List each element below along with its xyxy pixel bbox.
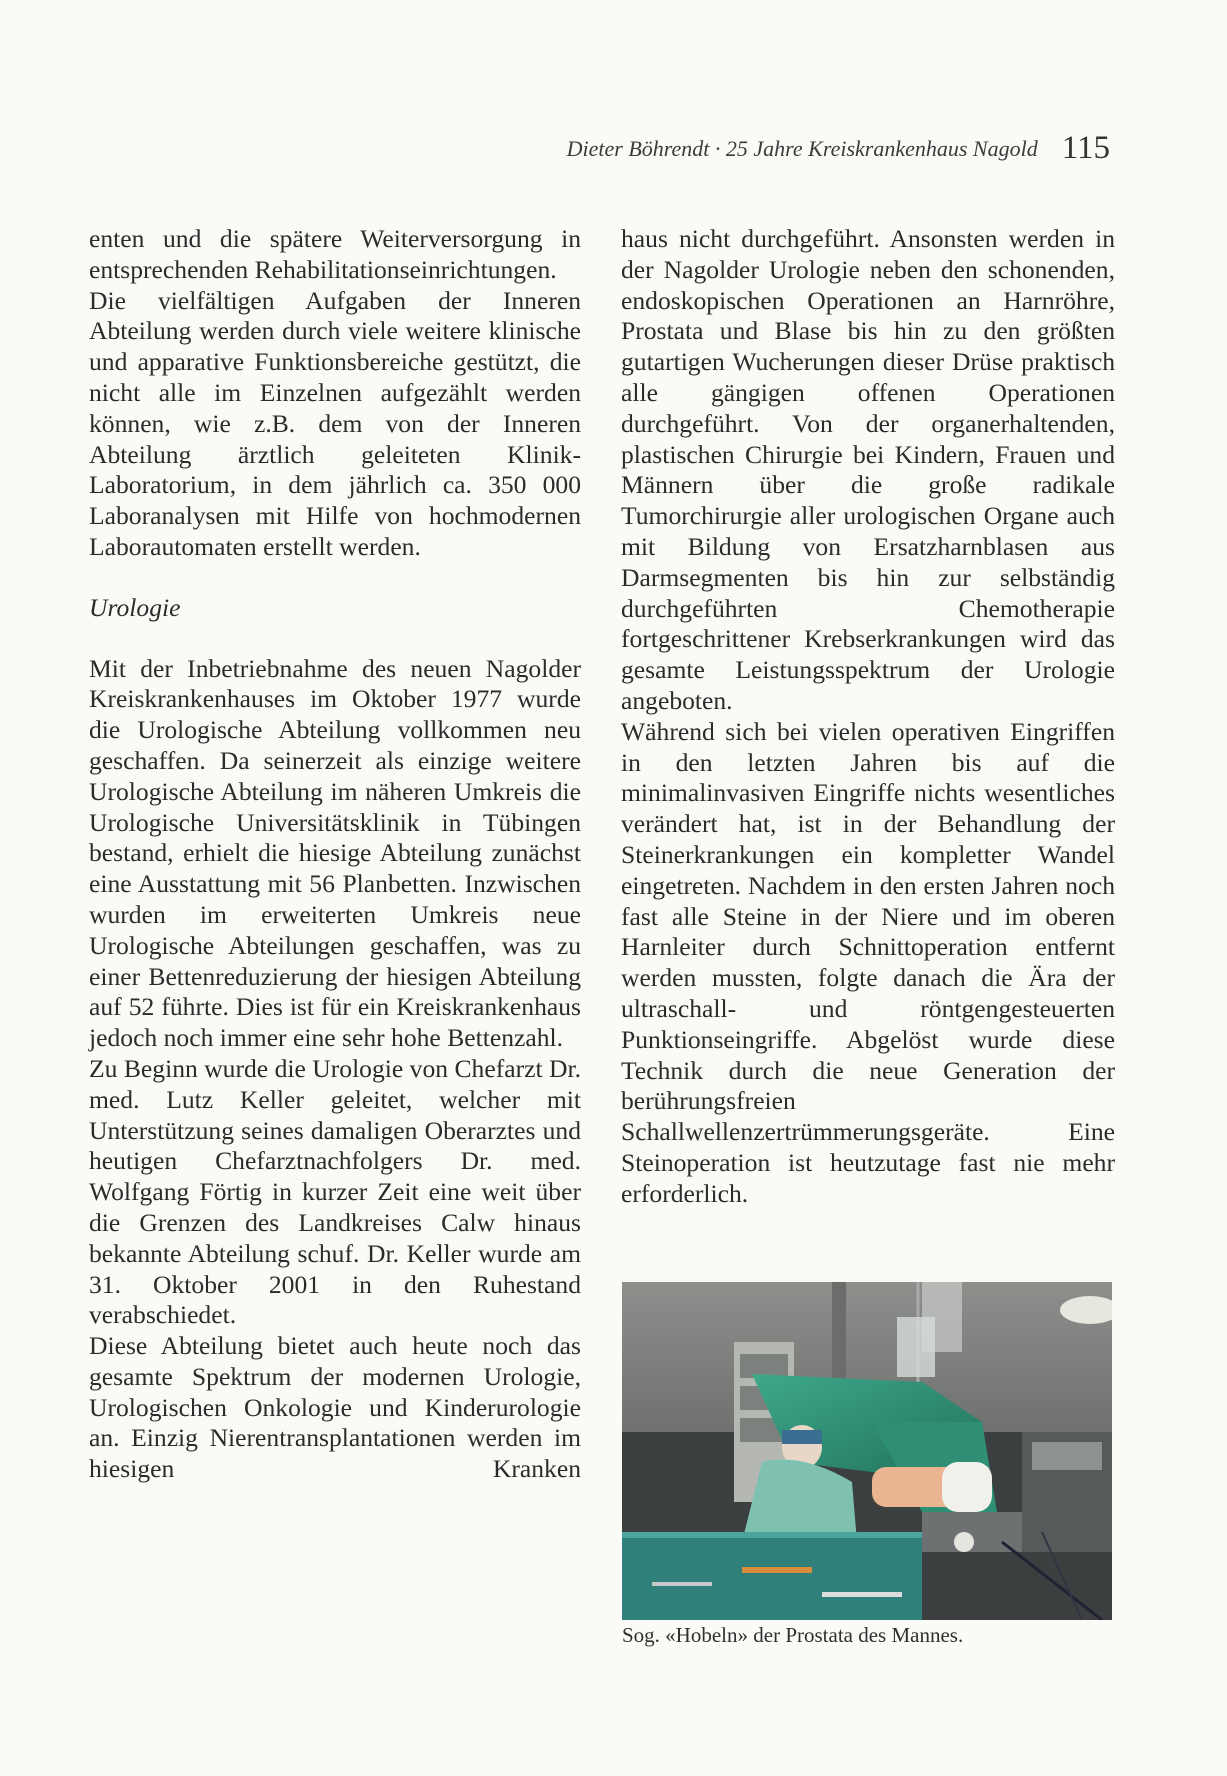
right-paragraph-1: haus nicht durchgeführt. Ansonsten werden in der Nagolder Urologie neben den schonenden, endoskopischen Operationen an Harnröhre, Prostata und Blase bis hin zu den größten gutartigen Wucherungen dieser Drüse praktisch alle gängigen offenen Operationen durchgeführt. Von der organerhaltenden, plastischen Chirurgie bei Kindern, Frauen und Männern über die große radikale Tumorchirurgie aller urologischen Organe auch mit Bildung von Ersatzharnblasen aus Darmsegmenten bis hin zur selbständig durchgeführten Chemotherapie fortgeschrittener Krebserkrankungen wird das gesamte Leistungsspektrum der Urologie angeboten.: [621, 224, 1115, 715]
right-column: [621, 224, 1115, 1210]
page-number: 115: [1061, 130, 1110, 166]
left-column: [89, 224, 581, 1485]
left-paragraph-5: Diese Abteilung bietet auch heute noch das gesamte Spektrum der modernen Urologie, Urologischen Onkologie und Kinderurologie an. Einzig Nierentransplantationen werden im hiesigen Kranken: [89, 1331, 581, 1484]
left-paragraph-2: Die vielfältigen Aufgaben der Inneren Abteilung werden durch viele weitere klinische und apparative Funktionsbereiche gestützt, die nicht alle im Einzelnen aufgezählt werden können, wie z.B. dem von der Inneren Abteilung ärztlich geleiteten Klinik-Laboratorium, in dem jährlich ca. 350 000 Laboranalysen mit Hilfe von hochmodernen Laborautomaten erstellt werden.: [89, 285, 581, 561]
left-paragraph-1: enten und die spätere Weiterversorgung in entsprechenden Rehabilitationseinrichtungen.: [89, 224, 581, 284]
right-paragraph-2: Während sich bei vielen operativen Eingriffen in den letzten Jahren bis auf die minimalinvasiven Eingriffe nichts wesentliches verändert hat, ist in der Behandlung der Steinerkrankungen ein kompletter Wandel eingetreten. Nachdem in den ersten Jahren noch fast alle Steine in der Niere und im oberen Harnleiter durch Schnittoperation entfernt werden mussten, folgte danach die Ära der ultraschall- und röntgengesteuerten Punktionseingriffe. Abgelöst wurde diese Technik durch die neue Generation der berührungsfreien Schallwellenzertrümmerungsgeräte. Eine Steinoperation ist heutzutage fast nie mehr erforderlich.: [621, 716, 1115, 1208]
left-paragraph-4: Zu Beginn wurde die Urologie von Chefarzt Dr. med. Lutz Keller geleitet, welcher mit Unterstützung seines damaligen Oberarztes und heutigen Chefarztnachfolgers Dr. med. Wolfgang Förtig in kurzer Zeit eine weit über die Grenzen des Landkreises Calw hinaus bekannte Abteilung schuf. Dr. Keller wurde am 31. Oktober 2001 in den Ruhestand verabschiedet.: [89, 1053, 581, 1330]
section-heading-urologie: Urologie: [89, 592, 181, 622]
surgery-photo-illustration: [622, 1282, 1112, 1620]
left-paragraph-3: Mit der Inbetriebnahme des neuen Nagolder Kreiskrankenhauses im Oktober 1977 wurde die Urologische Abteilung vollkommen neu geschaffen. Da seinerzeit als einzige weitere Urologische Abteilung im näheren Umkreis die Urologische Universitätsklinik in Tübingen bestand, erhielt die hiesige Abteilung zunächst eine Ausstattung mit 56 Planbetten. Inzwischen wurden im erweiterten Umkreis neue Urologische Abteilungen geschaffen, was zu einer Bettenreduzierung der hiesigen Abteilung auf 52 führte. Dies ist für ein Kreiskrankenhaus jedoch noch immer eine sehr hohe Bettenzahl.: [89, 653, 581, 1053]
surgery-photo: [622, 1282, 1112, 1620]
running-title: Dieter Böhrendt · 25 Jahre Kreiskrankenhaus Nagold: [566, 136, 1038, 161]
figure-caption: Sog. «Hobeln» der Prostata des Mannes.: [622, 1623, 964, 1647]
running-header: [0, 128, 1110, 165]
